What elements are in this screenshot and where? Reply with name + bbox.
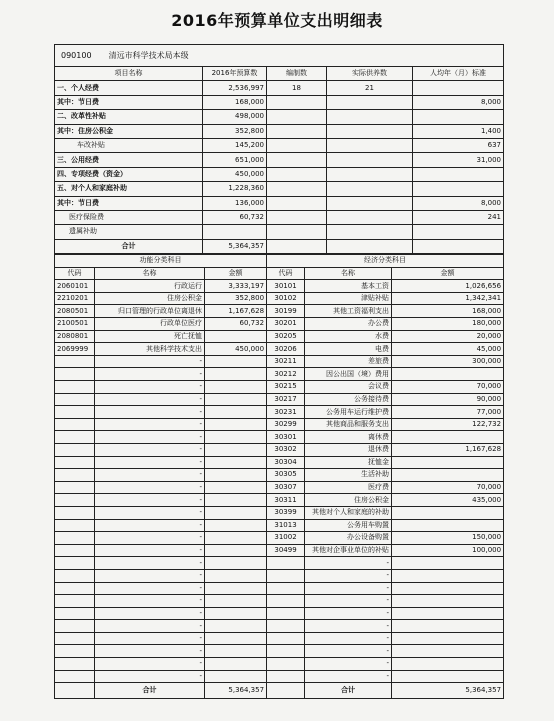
econ-code: 30499 — [267, 544, 305, 557]
econ-name: 电费 — [305, 343, 392, 356]
func-code: 2069999 — [55, 343, 95, 356]
detail-row — [55, 469, 504, 482]
func-code: 2100501 — [55, 318, 95, 331]
summary-staff: 18 — [267, 81, 327, 95]
econ-amount: 150,000 — [392, 532, 504, 545]
summary-amount: 450,000 — [203, 167, 267, 181]
econ-total-amount: 5,364,357 — [392, 683, 504, 699]
detail-row — [55, 456, 504, 469]
econ-name: 津贴补贴 — [305, 292, 392, 305]
detail-row — [55, 393, 504, 406]
summary-staff — [267, 225, 327, 239]
func-empty-dash: - — [95, 494, 205, 507]
summary-row — [55, 124, 504, 138]
econ-empty-dash: - — [305, 569, 392, 582]
summary-row — [55, 138, 504, 152]
econ-amount: 168,000 — [392, 305, 504, 318]
econ-amount — [392, 519, 504, 532]
summary-staff — [267, 124, 327, 138]
econ-code: 30102 — [267, 292, 305, 305]
func-header-code: 代码 — [55, 267, 95, 280]
budget-sheet — [54, 44, 503, 704]
econ-code: 30307 — [267, 481, 305, 494]
func-empty-dash: - — [95, 406, 205, 419]
summary-amount: 136,000 — [203, 196, 267, 210]
summary-amount: 168,000 — [203, 95, 267, 109]
econ-amount: 1,026,656 — [392, 280, 504, 293]
func-section-title: 功能分类科目 — [55, 255, 267, 268]
econ-code: 30302 — [267, 443, 305, 456]
econ-name: 基本工资 — [305, 280, 392, 293]
econ-name: 离休费 — [305, 431, 392, 444]
econ-total-label: 合计 — [305, 683, 392, 699]
func-empty-dash: - — [95, 355, 205, 368]
func-empty-dash: - — [95, 582, 205, 595]
summary-item-name: 医疗保险费 — [55, 210, 203, 224]
econ-amount: 20,000 — [392, 330, 504, 343]
func-empty-dash: - — [95, 381, 205, 394]
func-amount: 60,732 — [205, 318, 267, 331]
detail-row — [55, 532, 504, 545]
summary-actual — [327, 167, 413, 181]
econ-header-name: 名称 — [305, 267, 392, 280]
econ-amount: 180,000 — [392, 318, 504, 331]
econ-code: 30311 — [267, 494, 305, 507]
econ-amount: 70,000 — [392, 381, 504, 394]
func-empty-dash: - — [95, 481, 205, 494]
section-title-row — [55, 255, 504, 268]
func-amount — [205, 330, 267, 343]
summary-amount — [203, 225, 267, 239]
econ-amount — [392, 506, 504, 519]
header-budget: 2016年预算数 — [203, 67, 267, 81]
summary-item-name: 其中：住房公积金 — [55, 124, 203, 138]
econ-code: 30299 — [267, 418, 305, 431]
detail-row — [55, 292, 504, 305]
summary-staff — [267, 210, 327, 224]
func-empty-dash: - — [95, 431, 205, 444]
summary-standard — [413, 81, 504, 95]
summary-standard: 8,000 — [413, 95, 504, 109]
econ-name: 抚恤金 — [305, 456, 392, 469]
summary-item-name: 五、对个人和家庭补助 — [55, 182, 203, 196]
summary-actual — [327, 153, 413, 167]
econ-code: 30217 — [267, 393, 305, 406]
econ-empty-dash: - — [305, 607, 392, 620]
func-empty-dash: - — [95, 368, 205, 381]
econ-amount — [392, 456, 504, 469]
econ-code: 30301 — [267, 431, 305, 444]
summary-standard — [413, 239, 504, 253]
econ-code: 30304 — [267, 456, 305, 469]
unit-row — [55, 45, 504, 67]
detail-row — [55, 280, 504, 293]
func-empty-dash: - — [95, 557, 205, 570]
econ-name: 公务接待费 — [305, 393, 392, 406]
summary-amount: 352,800 — [203, 124, 267, 138]
summary-standard — [413, 225, 504, 239]
summary-staff — [267, 167, 327, 181]
detail-row — [55, 557, 504, 570]
summary-item-name: 一、个人经费 — [55, 81, 203, 95]
func-empty-dash: - — [95, 569, 205, 582]
summary-amount: 651,000 — [203, 153, 267, 167]
summary-actual — [327, 182, 413, 196]
econ-amount: 122,732 — [392, 418, 504, 431]
func-empty-dash: - — [95, 544, 205, 557]
summary-actual — [327, 138, 413, 152]
econ-code: 31013 — [267, 519, 305, 532]
econ-name: 公务用车购置 — [305, 519, 392, 532]
econ-code: 30211 — [267, 355, 305, 368]
summary-standard: 8,000 — [413, 196, 504, 210]
detail-row — [55, 343, 504, 356]
summary-row — [55, 196, 504, 210]
summary-row — [55, 225, 504, 239]
econ-name: 其他商品和服务支出 — [305, 418, 392, 431]
summary-standard: 241 — [413, 210, 504, 224]
summary-row — [55, 81, 504, 95]
summary-row — [55, 95, 504, 109]
func-empty-dash: - — [95, 393, 205, 406]
summary-actual — [327, 110, 413, 124]
detail-row — [55, 355, 504, 368]
func-name: 死亡抚恤 — [95, 330, 205, 343]
func-name: 行政运行 — [95, 280, 205, 293]
detail-row — [55, 418, 504, 431]
func-empty-dash: - — [95, 620, 205, 633]
summary-amount: 60,732 — [203, 210, 267, 224]
func-amount: 1,167,628 — [205, 305, 267, 318]
econ-code: 30201 — [267, 318, 305, 331]
econ-amount: 90,000 — [392, 393, 504, 406]
summary-item-name: 遗属补助 — [55, 225, 203, 239]
func-total-label: 合计 — [95, 683, 205, 699]
func-empty-dash: - — [95, 632, 205, 645]
econ-empty-dash: - — [305, 557, 392, 570]
econ-name: 住房公积金 — [305, 494, 392, 507]
econ-name: 公务用车运行维护费 — [305, 406, 392, 419]
detail-row — [55, 506, 504, 519]
econ-header-amount: 金额 — [392, 267, 504, 280]
summary-staff — [267, 110, 327, 124]
econ-code: 30205 — [267, 330, 305, 343]
econ-empty-dash: - — [305, 582, 392, 595]
detail-table — [54, 254, 504, 699]
summary-amount: 2,536,997 — [203, 81, 267, 95]
econ-code: 30215 — [267, 381, 305, 394]
header-staff: 编制数 — [267, 67, 327, 81]
econ-amount — [392, 469, 504, 482]
func-code: 2080801 — [55, 330, 95, 343]
econ-amount: 1,167,628 — [392, 443, 504, 456]
func-name: 其他科学技术支出 — [95, 343, 205, 356]
detail-header-row — [55, 267, 504, 280]
summary-actual: 21 — [327, 81, 413, 95]
summary-standard: 31,000 — [413, 153, 504, 167]
summary-row — [55, 182, 504, 196]
summary-actual — [327, 210, 413, 224]
summary-standard: 637 — [413, 138, 504, 152]
econ-section-title: 经济分类科目 — [267, 255, 504, 268]
econ-amount — [392, 368, 504, 381]
header-actual: 实际供养数 — [327, 67, 413, 81]
summary-table — [54, 44, 504, 254]
summary-item-name: 二、改革性补贴 — [55, 110, 203, 124]
econ-name: 医疗费 — [305, 481, 392, 494]
econ-code: 30305 — [267, 469, 305, 482]
econ-code: 31002 — [267, 532, 305, 545]
func-empty-dash: - — [95, 645, 205, 658]
econ-code: 30199 — [267, 305, 305, 318]
summary-amount: 498,000 — [203, 110, 267, 124]
econ-name: 水费 — [305, 330, 392, 343]
func-name: 归口管理的行政单位离退休 — [95, 305, 205, 318]
func-empty-dash: - — [95, 506, 205, 519]
econ-amount: 300,000 — [392, 355, 504, 368]
econ-empty-dash: - — [305, 620, 392, 633]
econ-code: 30206 — [267, 343, 305, 356]
econ-empty-dash: - — [305, 658, 392, 671]
func-empty-dash: - — [95, 595, 205, 608]
econ-amount: 100,000 — [392, 544, 504, 557]
func-empty-dash: - — [95, 456, 205, 469]
summary-header-row — [55, 67, 504, 81]
econ-code: 30399 — [267, 506, 305, 519]
econ-header-code: 代码 — [267, 267, 305, 280]
summary-actual — [327, 196, 413, 210]
summary-item-name: 三、公用经费 — [55, 153, 203, 167]
unit-code: 090100 — [61, 51, 92, 60]
econ-empty-dash: - — [305, 595, 392, 608]
econ-name: 差旅费 — [305, 355, 392, 368]
summary-row — [55, 167, 504, 181]
detail-row — [55, 620, 504, 633]
detail-row — [55, 305, 504, 318]
detail-row — [55, 318, 504, 331]
summary-row — [55, 210, 504, 224]
func-code: 2060101 — [55, 280, 95, 293]
summary-amount: 145,200 — [203, 138, 267, 152]
summary-item-name: 四、专项经费（资金） — [55, 167, 203, 181]
func-empty-dash: - — [95, 469, 205, 482]
detail-row — [55, 481, 504, 494]
header-item-name: 项目名称 — [55, 67, 203, 81]
econ-name: 办公设备购置 — [305, 532, 392, 545]
detail-row — [55, 368, 504, 381]
document-title: 2016年预算单位支出明细表 — [171, 11, 383, 30]
func-code: 2080501 — [55, 305, 95, 318]
summary-actual — [327, 124, 413, 138]
detail-row — [55, 519, 504, 532]
econ-amount: 70,000 — [392, 481, 504, 494]
func-amount: 352,800 — [205, 292, 267, 305]
summary-item-name: 合计 — [55, 239, 203, 253]
detail-row — [55, 330, 504, 343]
summary-standard: 1,400 — [413, 124, 504, 138]
func-total-amount: 5,364,357 — [205, 683, 267, 699]
summary-staff — [267, 95, 327, 109]
econ-name: 其他对个人和家庭的补助 — [305, 506, 392, 519]
summary-actual — [327, 95, 413, 109]
detail-row — [55, 569, 504, 582]
summary-row — [55, 110, 504, 124]
func-amount: 450,000 — [205, 343, 267, 356]
func-name: 行政单位医疗 — [95, 318, 205, 331]
summary-standard — [413, 110, 504, 124]
func-empty-dash: - — [95, 670, 205, 683]
func-header-amount: 金额 — [205, 267, 267, 280]
econ-name: 办公费 — [305, 318, 392, 331]
summary-row — [55, 239, 504, 253]
summary-standard — [413, 167, 504, 181]
econ-amount: 1,342,341 — [392, 292, 504, 305]
econ-amount — [392, 431, 504, 444]
summary-staff — [267, 196, 327, 210]
detail-row — [55, 670, 504, 683]
detail-row — [55, 443, 504, 456]
econ-name: 因公出国（境）费用 — [305, 368, 392, 381]
summary-row — [55, 153, 504, 167]
header-standard: 人均年（月）标准 — [413, 67, 504, 81]
detail-row — [55, 582, 504, 595]
summary-staff — [267, 153, 327, 167]
summary-staff — [267, 138, 327, 152]
func-empty-dash: - — [95, 418, 205, 431]
func-empty-dash: - — [95, 658, 205, 671]
totals-row — [55, 683, 504, 699]
detail-row — [55, 406, 504, 419]
summary-staff — [267, 182, 327, 196]
func-header-name: 名称 — [95, 267, 205, 280]
econ-code: 30212 — [267, 368, 305, 381]
econ-amount: 77,000 — [392, 406, 504, 419]
summary-item-name: 其中：节日费 — [55, 95, 203, 109]
detail-row — [55, 607, 504, 620]
summary-item-name: 其中：节日费 — [55, 196, 203, 210]
detail-row — [55, 381, 504, 394]
func-code: 2210201 — [55, 292, 95, 305]
summary-actual — [327, 225, 413, 239]
unit-name: 清远市科学技术局本级 — [108, 51, 189, 60]
econ-empty-dash: - — [305, 632, 392, 645]
summary-standard — [413, 182, 504, 196]
func-empty-dash: - — [95, 519, 205, 532]
econ-amount: 435,000 — [392, 494, 504, 507]
econ-amount: 45,000 — [392, 343, 504, 356]
func-name: 住房公积金 — [95, 292, 205, 305]
summary-amount: 5,364,357 — [203, 239, 267, 253]
detail-row — [55, 658, 504, 671]
detail-row — [55, 431, 504, 444]
detail-row — [55, 494, 504, 507]
econ-name: 会议费 — [305, 381, 392, 394]
econ-name: 生活补助 — [305, 469, 392, 482]
econ-empty-dash: - — [305, 670, 392, 683]
econ-name: 退休费 — [305, 443, 392, 456]
summary-amount: 1,228,360 — [203, 182, 267, 196]
func-empty-dash: - — [95, 607, 205, 620]
econ-empty-dash: - — [305, 645, 392, 658]
detail-row — [55, 544, 504, 557]
summary-item-name: 车改补贴 — [55, 138, 203, 152]
econ-name: 其他工资福利支出 — [305, 305, 392, 318]
econ-code: 30231 — [267, 406, 305, 419]
detail-row — [55, 595, 504, 608]
econ-name: 其他对企事业单位的补贴 — [305, 544, 392, 557]
detail-row — [55, 645, 504, 658]
detail-row — [55, 632, 504, 645]
func-empty-dash: - — [95, 443, 205, 456]
summary-actual — [327, 239, 413, 253]
func-amount: 3,333,197 — [205, 280, 267, 293]
func-empty-dash: - — [95, 532, 205, 545]
summary-staff — [267, 239, 327, 253]
econ-code: 30101 — [267, 280, 305, 293]
